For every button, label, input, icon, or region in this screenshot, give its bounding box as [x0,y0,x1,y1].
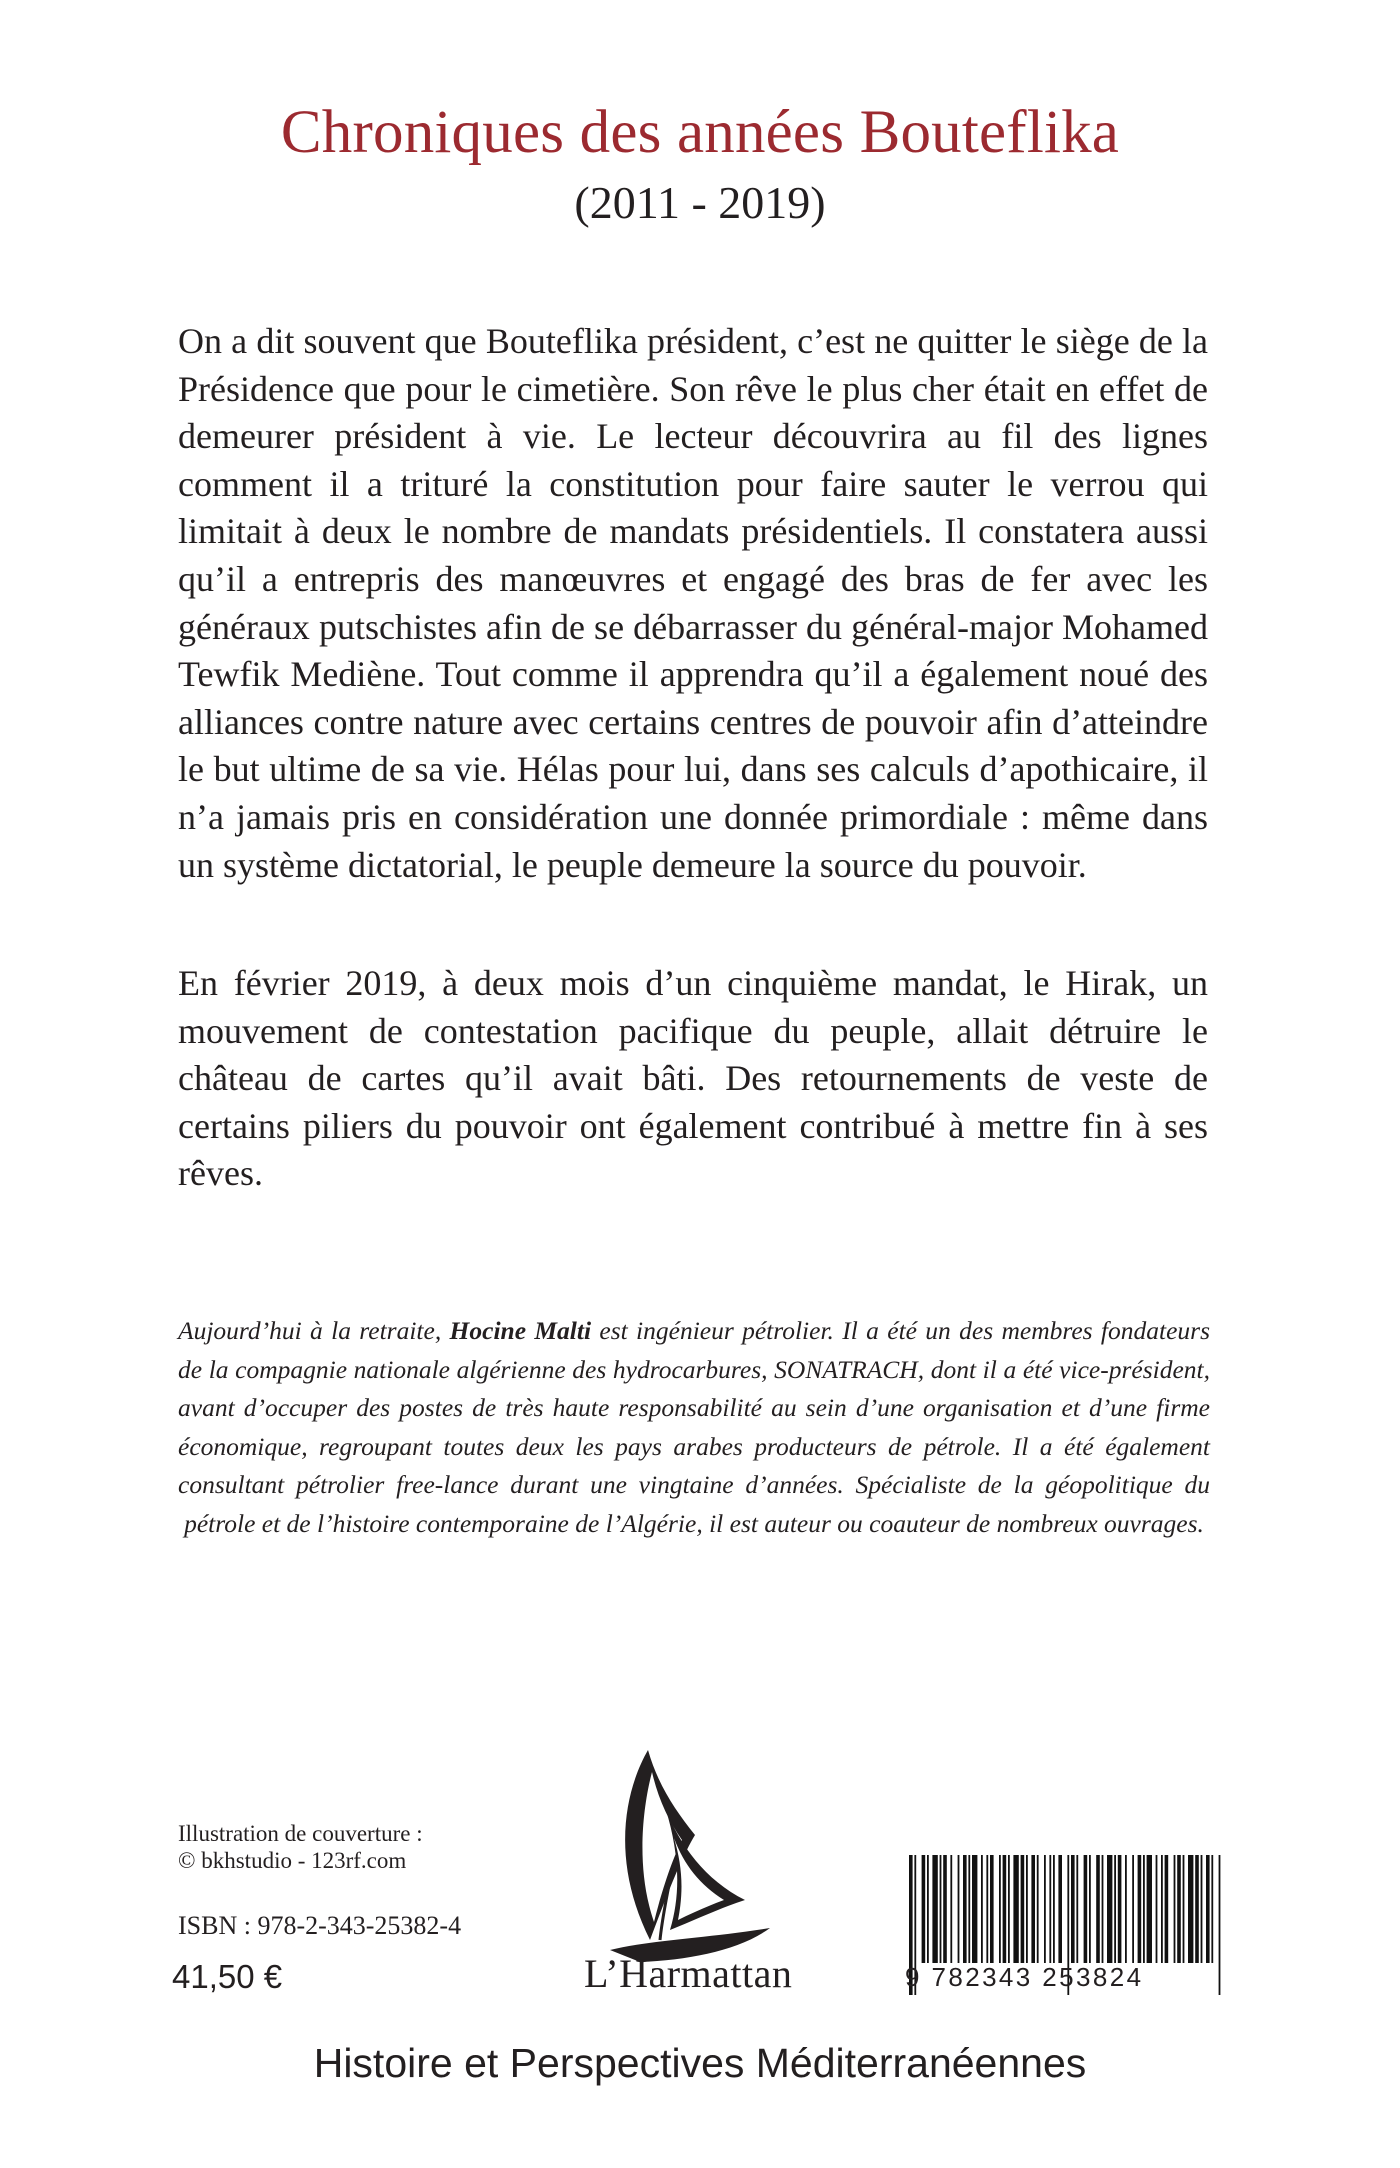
barcode-digits: 9 782343 253824 [905,1962,1144,1992]
barcode-bar [1084,1855,1088,1963]
barcode-bar [932,1855,937,1963]
barcode-bar [1049,1855,1051,1963]
barcode-bar [1003,1855,1007,1963]
author-name: Hocine Malti [449,1316,592,1345]
barcode-bar [1211,1855,1213,1963]
barcode-bar [1096,1855,1100,1963]
barcode-bar [1037,1855,1039,1963]
summary-paragraph-1: On a dit souvent que Bouteflika président, c’est ne quitter le siège de la Présidence que pour le cimetière. Son rêve le plus cher était en effet de demeurer président à vie. Le lecteur découvrira au fil des lignes comment il a trituré la constitution pour faire sauter le verrou qui limitait à deux le nombre de mandats présidentiels. Il constatera aussi qu’il a entrepris des manœuvres et engagé des bras de fer avec les généraux putschistes afin de se débarrasser du général-major Mohamed Tewfik Mediène. Tout comme il apprendra qu’il a également noué des alliances contre nature avec certains centres de pouvoir afin d’atteindre le but ultime de sa vie. Hélas pour lui, dans ses calculs d’apothicaire, il n’a jamais pris en considération une donnée primordiale : même dans un système dictatorial, le peuple demeure la source du pouvoir. [178,321,1208,885]
barcode-bar [1156,1855,1158,1963]
author-bio-text: est ingénieur pétrolier. Il a été un des membres fondateurs de la compagnie nationale algérienne des hydrocarbures, SONATRACH, dont il a été vice-président, avant d’occuper des postes de très haute responsabilité au sein d’une organisation et d’une firme économique, regroupant toutes deux les pays arabes producteurs de pétrole. Il a été également consultant pétrolier free-lance durant une vingtaine d’années. Spécialiste de la géopolitique du pétrole et de l’histoire contemporaine de l’Algérie, il est auteur ou coauteur de nombreux ouvrages. [178,1316,1210,1538]
book-subtitle-years: (2011 - 2019) [574,177,826,228]
barcode-bar [922,1855,926,1963]
barcode-bar [1165,1855,1169,1963]
barcode-bar [940,1855,942,1963]
price: 41,50 € [172,1958,283,1995]
isbn: ISBN : 978-2-343-25382-4 [178,1911,462,1940]
barcode-bar [963,1855,967,1963]
barcode-bar [986,1855,988,1963]
author-bio-intro: Aujourd’hui à la retraite, [178,1316,450,1345]
barcode-bar [1118,1855,1122,1963]
barcode-bar [1102,1855,1104,1963]
publisher-name: L’Harmattan [584,1951,793,1996]
barcode-bar [990,1855,994,1963]
barcode-bar [1107,1855,1112,1963]
barcode-bar [1183,1855,1185,1963]
barcode-bar [1058,1855,1062,1963]
barcode-bar [1076,1855,1078,1963]
barcode-bar [1177,1855,1181,1963]
barcode-bar [1138,1855,1142,1963]
cover-illustration-credit [178,1820,423,1874]
barcode-bar [1143,1855,1145,1963]
barcode-bar [1031,1855,1035,1963]
barcode-bar [1125,1855,1127,1963]
barcode-bar [981,1855,983,1963]
credit-source: © bkhstudio - 123rf.com [178,1848,407,1873]
barcode-bar [1026,1855,1028,1963]
barcode-bar [1071,1855,1075,1963]
barcode-bar [1147,1855,1152,1963]
barcode-bar [950,1855,952,1963]
barcode-bar [1201,1855,1203,1963]
barcode-bar [1206,1855,1210,1963]
barcode-bar [1053,1855,1055,1963]
barcode-bar [968,1855,970,1963]
barcode-bar [972,1855,977,1963]
barcode-bar [927,1855,929,1963]
barcode-bar [1195,1855,1199,1963]
barcode-bar [1188,1855,1193,1963]
barcode-bar [999,1855,1001,1963]
collection-name: Histoire et Perspectives Méditerranéennes [313,2040,1087,2086]
summary-paragraph-2: En février 2019, à deux mois d’un cinquième mandat, le Hirak, un mouvement de contestation pacifique du peuple, allait détruire le château de cartes qu’il avait bâti. Des retournements de veste de certains piliers du pouvoir ont également contribué à mettre fin à ses rêves. [178,963,1208,1194]
barcode-bar [1013,1855,1018,1963]
barcode-bar [1044,1855,1046,1963]
barcode-bar [1161,1855,1163,1963]
author-bio [178,1312,1210,1543]
barcode-bar [958,1855,960,1963]
barcode-bar [1132,1855,1134,1963]
book-title: Chroniques des années Bouteflika [280,99,1120,166]
credit-label: Illustration de couverture : [178,1821,423,1846]
barcode-bar [1008,1855,1010,1963]
barcode-bar [943,1855,947,1963]
barcode-bar [1089,1855,1091,1963]
barcode-bar [1174,1855,1176,1963]
barcode-bar [1021,1855,1025,1963]
barcode-bar [1114,1855,1116,1963]
